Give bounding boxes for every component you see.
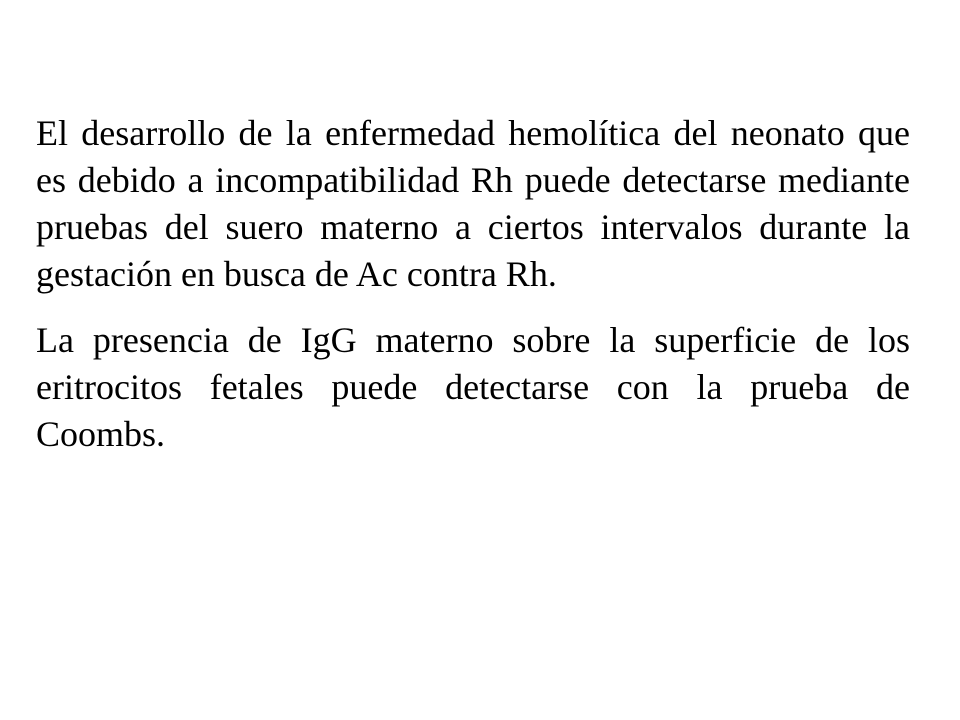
slide-body (36, 110, 910, 458)
paragraph-rh-detection: El desarrollo de la enfermedad hemolítica del neonato que es debido a incompatibilidad Rh puede detectarse mediante pruebas del suero materno a ciertos intervalos durante la gestación en busca de Ac contra Rh. (36, 113, 910, 294)
paragraph-coombs-test: La presencia de IgG materno sobre la superficie de los eritrocitos fetales puede detectarse con la prueba de Coombs. (36, 320, 910, 454)
